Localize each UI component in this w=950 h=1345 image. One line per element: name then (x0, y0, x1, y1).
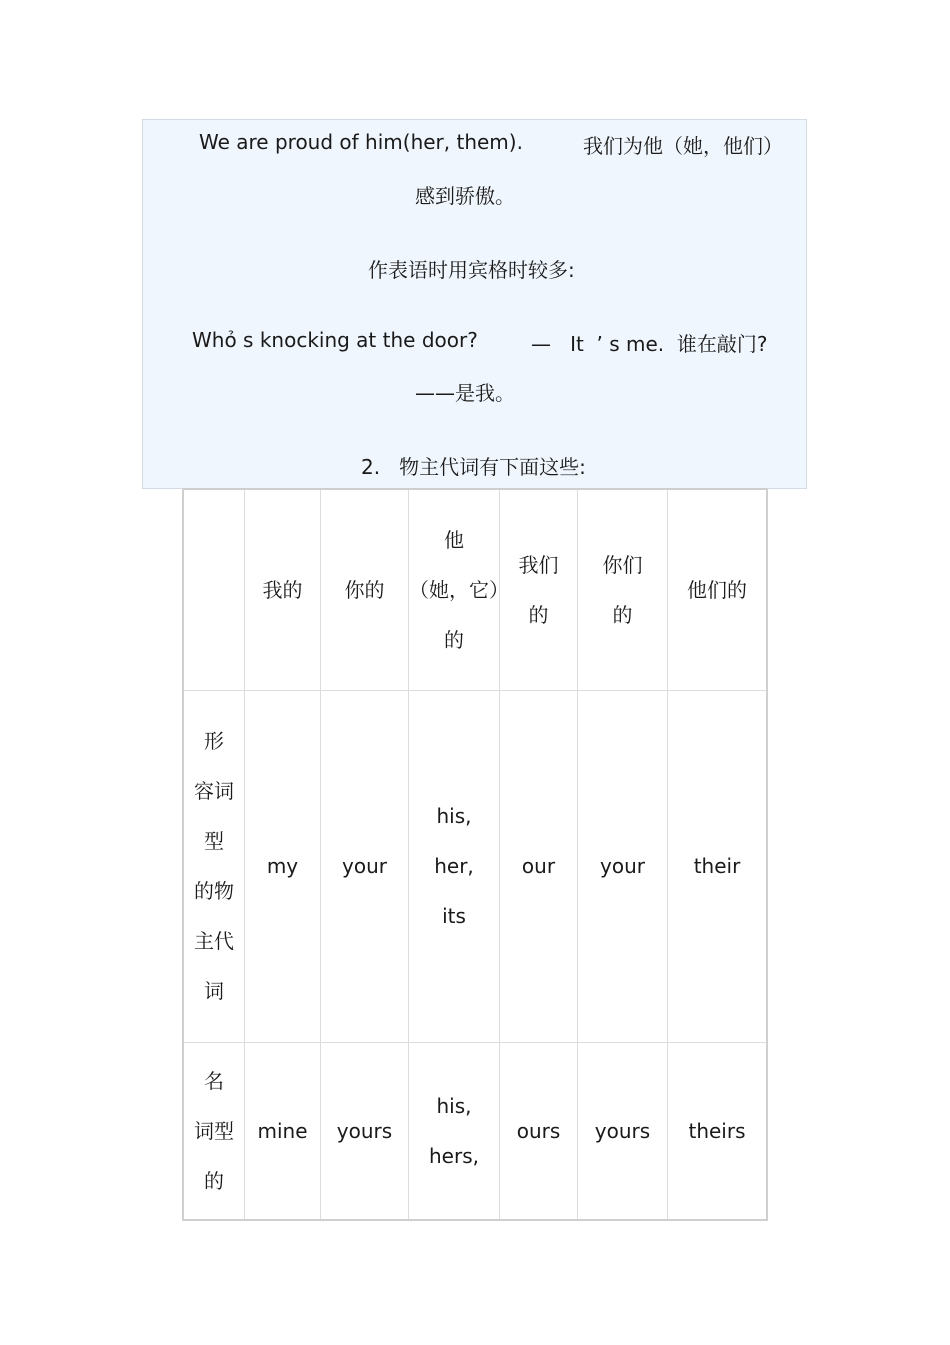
note-box (142, 119, 807, 489)
example-chinese-cont: 感到骄傲。 (415, 184, 515, 208)
example-chinese: 我们为他（她，他们） (583, 134, 783, 158)
dialog-question: Whỏ s knocking at the door? (192, 328, 478, 352)
table-cell: theirs (668, 1042, 768, 1220)
dialog-answer: — It ’ s me. 谁在敲门? (531, 332, 768, 356)
header-cell: 我的 (245, 489, 321, 690)
table-cell: my (245, 690, 321, 1042)
rule-text: 作表语时用宾格时较多: (368, 258, 575, 282)
table-cell: yours (321, 1042, 409, 1220)
table-cell: your (578, 690, 668, 1042)
table-cell: yours (578, 1042, 668, 1220)
header-cell: 你的 (321, 489, 409, 690)
section-heading: 2. 物主代词有下面这些: (361, 455, 586, 479)
table-row (183, 1042, 767, 1220)
row-label: 名 词型 的 (183, 1042, 245, 1220)
header-cell: 你们 的 (578, 489, 668, 690)
example-english: We are proud of him(her, them). (199, 130, 523, 154)
header-cell: 他 （她，它） 的 (409, 489, 500, 690)
table-cell: their (668, 690, 768, 1042)
table-cell: his, hers, (409, 1042, 500, 1220)
possessive-pronoun-table (182, 488, 768, 1221)
table-cell: our (500, 690, 578, 1042)
table-row (183, 690, 767, 1042)
row-label: 形 容词 型 的物 主代 词 (183, 690, 245, 1042)
table-cell: mine (245, 1042, 321, 1220)
header-cell-empty (183, 489, 245, 690)
table-cell: ours (500, 1042, 578, 1220)
header-cell: 他们的 (668, 489, 768, 690)
header-cell: 我们 的 (500, 489, 578, 690)
table-cell: your (321, 690, 409, 1042)
table-header-row (183, 489, 767, 690)
table-cell: his, her, its (409, 690, 500, 1042)
dialog-translation: ——是我。 (415, 381, 515, 405)
